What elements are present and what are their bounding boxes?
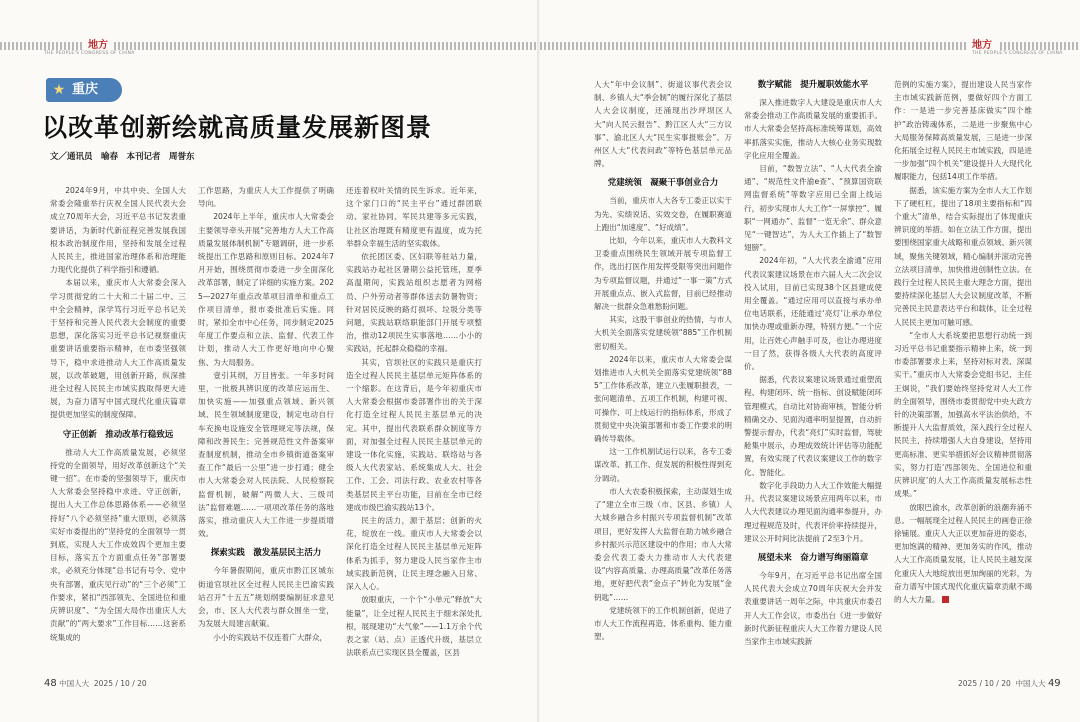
- paragraph: 2024年上半年，重庆市人大常委会主要领导牵头开展“完善地方人大工作高质量发展体制机制”专题调研，进一步系统提出工作思路和原则目标。2024年7月开始，围绕贯彻市委进一步全面深化改革部署，制定了详细的实施方案。2025—2027年重点改革项目清单和重点工作项目清单，报市委批准后实施。同时，紧扣全市中心任务，同步制定2025年度工作要点和立法、监督、代表工作计划，推动人大工作更好地向中心聚焦、为大局服务。: [198, 212, 334, 367]
- article-column-1: [50, 184, 186, 672]
- paragraph: 据悉，该实施方案为全市人大工作划下了硬杠杠，提出了18项主要指标和“四个重大”清单，结合实际提出了体现重庆辨识度的举措。如在立法工作方面，提出要围绕国家重大战略和重点领域、新兴领域，聚焦关键领域，精心编制并滚动完善立法项目清单，加快推进创制性立法。在践行全过程人民民主重大理念方面，提出要持续深化基层人大会议制度改革，不断完善民主民意表达平台和载体，让全过程人民民主更加可触可感。: [894, 185, 1032, 327]
- paragraph: 数字化手段助力人大工作效能大幅提升。代表议案建议场景应用两年以来，市人大代表建议办理见面沟通率参提升，办理过程规范及时，代表评价率持续提升，建议公开时间比法提前了2至3个月。: [744, 480, 882, 543]
- paragraph: 比如，今年以来，重庆市人大教科文卫委重点围绕民生领域开展专项监督工作，选出打医作用发挥受限等突出问题作为专项监督议题，并通过“一事一策”方式开展重点点、嵌入式监督，目前已经推动解决一批群众急难愁盼问题。: [594, 236, 732, 312]
- section-subtitle: THE PEOPLE'S CONGRESS OF CHINA: [972, 51, 1063, 56]
- page-number: 49: [1047, 678, 1061, 689]
- header-rule: [540, 42, 968, 50]
- paragraph: 党建统领下的工作机制创新，促进了市人大工作流程再造、体系重构、能力重塑。: [594, 605, 732, 642]
- paragraph: 放眼重庆，一个个“小单元”释放“大能量”，让全过程人民民主于细末深处扎根，展现建功“大气象”——1.1万余个代表之家（站、点）正透代升级，基层立法联系点已实现区县全覆盖，区县: [346, 595, 482, 658]
- paragraph: 今年暑假期间，重庆市黔江区城东街道官坝社区全过程人民民主巴渝实践站召开“十五五”规划纲要编制征求意见会，市、区人大代表与群众围坐一堂，为发展大局建言献策。: [198, 566, 334, 629]
- paragraph: 壹引其纲，万目皆张。一年多时间里，一批极具辨识度的改革应运而生、加快实施——加强重点领域、新兴领域、民生领域制度建设，制定电动自行车充换电设施安全管理规定等法规，保障和改善民生；完善规范性文件备案审查制度机制，推动全市乡镇街道备案审查工作“最后一公里”进一步打通；健全市人大常委会对人民法院、人民检察院监督机制，破解“两微人大、三级司法”监督难题……一项项改革任务的落地落实，推动重庆人大工作进一步提质增效。: [198, 370, 334, 539]
- paragraph: 其实，这股干事创业的热情，与市人大机关全面落实党建统领“885”工作机制密切相关。: [594, 315, 732, 351]
- paragraph: “全市人大系统要把思想行动统一到习近平总书记重要指示精神上来，统一到市委部署要求上来，坚持对标对表、深谋实干。”重庆市人大常委会党组书记、主任王炯说，“我们要始终坚持党对人大工作的全面领导，围绕市委贯彻党中央大政方针的决策部署，加强高水平法治供给，不断提升人大监督质效，深入践行全过程人民民主，持续增强人大自身建设，坚持用更高标准、更实举措抓好会议精神贯彻落实，努力打造‘西部领先、全国进位和重庆辨识度’的人大工作高质量发展标志性成果。”: [894, 330, 1032, 499]
- paragraph: 小小的实践站不仅连着广大群众，: [213, 632, 328, 642]
- section-heading: 守正创新 推动改革行稳致远: [62, 429, 174, 440]
- paragraph: 民主的活力，源于基层；创新的火花，绽放在一线。重庆市人大常委会以深化打造全过程人民民主基层单元矩阵体系为抓手，努力建设人民当家作主市域实践新范例，让民主理念融入日常、深入人心。: [346, 516, 482, 592]
- section-subtitle: THE PEOPLE'S CONGRESS OF CHINA: [44, 51, 135, 56]
- star-icon: ★: [52, 82, 66, 98]
- paragraph: 今年9月，在习近平总书记出席全国人民代表大会成立70周年庆祝大会并发表重要讲话一周年之际，中共重庆市委召开人大工作会议，市委出台《进一步做好新时代新征程重庆人大工作着力建设人民当家作主市域实践新: [744, 570, 882, 646]
- closing-text: 放眼巴渝水，改革创新的浪潮奔涌不息。一幅展现全过程人民民主的画卷正徐徐铺展。重庆人大正以更加奋进的姿态，更加饱满的精神、更加务实的作风，推动人大工作高质量发展，让人民民主越发深化重庆人大地绽放出更加绚丽的光彩，为奋力谱写中国式现代化重庆篇章贡献不竭的人大力量。: [894, 502, 1032, 604]
- paragraph: 深入推进数字人大建设是重庆市人大常委会推动工作高质量发展的重要抓手。市人大常委会坚持高标准统筹谋划，高效率抓落实实施，推动人大核心业务实现数字化应用全覆盖。: [744, 98, 882, 160]
- paragraph: 依托团区委、区妇联等驻站力量，实践站办起社区暑期公益托管班，夏季高温期间，实践站组织志愿者为网格员、户外劳动者等群体送去防暑物资；针对居民反映的路灯损坏、垃圾分类等问题，实践站联络职能部门开展专项整治，推动12项民生实事落地……小小的实践站，托起群众稳稳的幸福。: [346, 252, 482, 354]
- paragraph: 目前，“数智立法”、“人大代表全渝通”、“规范性文件渝e查”、“预算国资联网监督系统”等数字应用已全面上线运行，初步实现市人大工作“一屏掌控”、履职“一网通办”、监督“一览无余”、群众意见“一键智达”，为人大工作插上了“数智翅膀”。: [744, 164, 882, 253]
- paragraph: 人大“年中会议制”、街道议事代表会议制、乡镇人大“季会制”的履行深化了基层人大会议制度，还涌现出沙坪坝区人大“向人民云报告”、黔江区人大“三方议事”、渝北区人大“民生实事报账会”、万州区人大“代表问政”等特色基层单元品牌。: [594, 80, 732, 169]
- section-label: 地方: [972, 40, 992, 51]
- paragraph: 还连着权叶关情的民生诉求。近年来，这个家门口的“民主平台”通过群团联动、家社协同、军民共建等多元实践，让社区治理既有精度更有温度，成为托举群众幸福生活的坚实载体。: [346, 186, 482, 248]
- region-badge: [46, 78, 122, 102]
- paragraph: 本届以来，重庆市人大常委会深入学习贯彻党的二十大和二十届二中、三中全会精神，深学笃行习近平总书记关于坚持和完善人民代表大会制度的重要思想，深化落实习近平总书记视察重庆重要讲话重要指示精神，在市委坚强领导下，稳中求进推动人大工作高质量发展，以改革破题，用创新开路，纵深推进全过程人民民主市域实践取得更大进展，为奋力谱写中国式现代化重庆篇章提供更加坚实的制度保障。: [50, 278, 186, 420]
- article-column-5: [744, 78, 882, 672]
- article-column-3: [346, 184, 482, 672]
- issue-date: 2025 / 10 / 20: [958, 679, 1011, 688]
- paragraph: 推动人大工作高质量发展，必须坚持党的全面领导，用好改革创新这个“关键一招”。在市委的坚强领导下，重庆市人大常委会坚持稳中求进、守正创新，提出人大工作总体思路体系——必须坚持好“八个必须坚持”重大原则，必须落实好市委提出的“坚持党的全面领导一贯到底，实现人大工作成效四个更加主要目标，落实五个方面重点任务”部署要求，必须充分体现“总书记有号令、党中央有部署，重庆见行动”的“三个必须”工作要求，紧扣“西部领先、全国进位和重庆辨识度”、“为全国大局作出重庆人大贡献”的“两大要求”工作目标……这套系统集成的: [50, 447, 186, 642]
- paragraph: 范例的实施方案》，提出建设人民当家作主市域实践新范例，要做好四个方面工作：一是进一步完善基床做实“四个维护”政治铸魂体系，二是进一步聚焦中心大局服务保障高质量发展，三是进一步深化拓展全过程人民民主市域实践，四是进一步加强“四个机关”建设提升人大现代化履职能力，包括14项工作举措。: [894, 80, 1032, 182]
- paragraph: 2024年以来，重庆市人大常委会谋划推进市人大机关全面落实党建统领“885”工作体系改革，建立八张履职报表，一张问题清单、五项工作机制，构建可视、可操作、可上线运行的指标体系，形成了贯彻党中央决策部署和市委工作要求的明确传导载体。: [594, 354, 732, 444]
- badge-label: 重庆: [72, 82, 99, 97]
- paragraph: 其实，官坝社区的实践只是重庆打造全过程人民民主基层单元矩阵体系的一个缩影。在这背后，是今年初重庆市人大常委会根据市委部署作出的关于深化打造全过程人民民主基层单元的决定。其中，提出代表联系群众制度等方面，对加强全过程人民民主基层单元的建设一体化实施，实践站、联络站与各级人大代表家站、系统集成人大、社会工作、工会、司法行政、农业农村等各类基层民主平台功能，目前在全市已经建成市级巴渝实践站13个。: [346, 357, 482, 512]
- paragraph: 2024年初，“人大代表全渝通”应用代表议案建议场景在市六届人大二次会议投入试用，目前已实现38个区县建成使用全覆盖。“通过应用可以直接与承办单位电话联系，还能通过‘亮灯’让承办单位加快办理或重新办理，特别方便。”一个应用，让百姓心声触手可及，也让办理进度一目了然，获得各级人大代表的高度评价。: [744, 256, 882, 372]
- paragraph: 工作思路，为重庆人大工作提供了明确导向。: [198, 186, 334, 209]
- magazine-name: 中国人大: [1015, 679, 1046, 688]
- paragraph: [894, 501, 1032, 607]
- page-footer: [44, 678, 147, 689]
- article-column-2: [198, 184, 334, 672]
- section-heading: 党建统领 凝聚干事创业合力: [607, 178, 719, 189]
- section-heading: 展望未来 奋力谱写绚丽篇章: [757, 552, 869, 563]
- magazine-name: 中国人大: [59, 679, 90, 688]
- paragraph: 据悉，代表议案建议场景通过重塑流程、构建闭环、统一指标、创设赋能闭环管理模式，自动比对协商审核，智能分析精确交办、见面沟通率明显提置，自动折警提示督办，代表“亮灯”实时监督，驾驶舱集中展示，办理成效统计评估等功能配置，有效实现了代表议案建议工作的数字化、智能化。: [744, 375, 882, 477]
- header-rule: [0, 42, 82, 50]
- header-rule: [1000, 42, 1080, 50]
- article-column-6: [894, 78, 1032, 672]
- page-number: 48: [44, 678, 57, 689]
- paragraph: 当前，重庆市人大各专工委正以实干为先、实绩说话、实效交卷，在履职赛道上跑出“加速度”、“好成绩”。: [594, 196, 732, 232]
- issue-date: 2025 / 10 / 20: [93, 679, 147, 688]
- right-page: [540, 0, 1080, 722]
- paragraph: 这一工作机制试运行以来，各专工委谋改革、抓工作、促发展的积极性得到充分调动。: [594, 447, 732, 483]
- article-title: 以改革创新绘就高质量发展新图景: [42, 113, 433, 142]
- page-footer: [958, 678, 1061, 689]
- article-column-4: [594, 78, 732, 672]
- section-label: 地方: [88, 40, 108, 51]
- section-heading: 探索实践 激发基层民主活力: [210, 548, 322, 559]
- section-heading: 数字赋能 提升履职效能水平: [757, 80, 869, 90]
- paragraph: 市人大农委积极探索，主动谋划生成了“建立全市三级（市、区县、乡镇）人大城乡融合乡村振兴专项监督机制”改革项目，更好发挥人大监督在助力城乡融合乡村振兴示范区建设中的作用；市人大常委会代表工委大力推动市人大代表建设“内容高质量、办理高质量”改革任务落地，更好把代表“金点子”转化为发展“金钥匙”……: [594, 486, 732, 602]
- header-rule: [114, 42, 540, 50]
- byline: 文／通讯员 喻春 本刊记者 周誉东: [50, 152, 195, 162]
- paragraph: 2024年9月，中共中央、全国人大常委会隆重举行庆祝全国人民代表大会成立70周年大会，习近平总书记发表重要讲话，为新时代新征程完善发展我国根本政治制度作用，坚持和发展全过程人民民主，推进国家治理体系和治理能力现代化提供了科学指引和遵循。: [50, 186, 186, 275]
- end-mark-icon: [942, 596, 949, 603]
